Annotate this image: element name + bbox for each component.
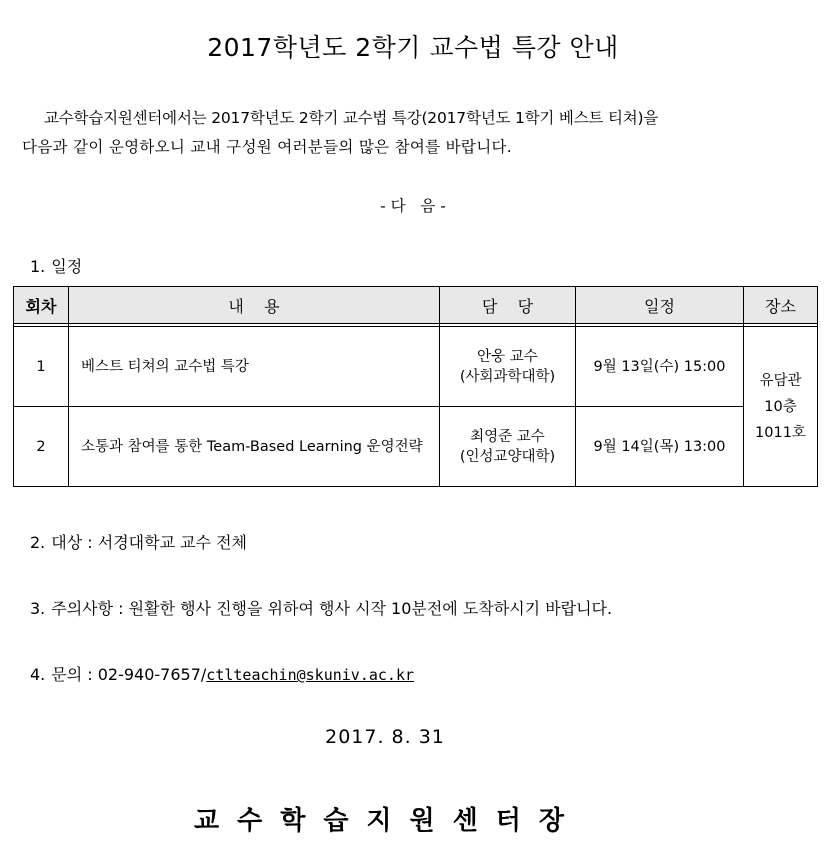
contact-email-link[interactable]: ctlteachin@skuniv.ac.kr (206, 666, 415, 684)
column-header-place: 장소 (744, 287, 818, 324)
intro-line-2: 다음과 같이 운영하오니 교내 구성원 여러분들의 많은 참여를 바랍니다. (22, 138, 512, 156)
section-label: 일정 (51, 257, 83, 276)
datetime-cell: 9월 13일(수) 15:00 (576, 327, 744, 407)
section-number: 1. (30, 257, 46, 276)
document-title: 2017학년도 2학기 교수법 특강 안내 (207, 33, 619, 62)
place-building: 유담관 (759, 372, 802, 389)
center-heading: - 다 음 - (380, 197, 446, 215)
notice-text: 주의사항 : 원활한 행사 진행을 위하여 행사 시작 10분전에 도착하시기 바랍니다. (51, 599, 613, 618)
content-cell: 베스트 티쳐의 교수법 특강 (69, 327, 440, 407)
lecturer-cell (440, 327, 576, 407)
place-cell (744, 327, 818, 487)
table-header-row (14, 287, 818, 324)
table-row (14, 327, 818, 407)
notice-section (30, 596, 612, 619)
lecturer-name: 안웅 교수 (477, 348, 538, 365)
target-section (30, 530, 247, 553)
intro-paragraph (22, 104, 822, 162)
lecturer-department: (인성교양대학) (459, 448, 556, 465)
issuer-signature: 교수학습지원센터장 (193, 806, 583, 836)
target-text: 대상 : 서경대학교 교수 전체 (51, 533, 248, 552)
schedule-section-heading (30, 254, 82, 277)
lecturer-name: 최영준 교수 (470, 428, 545, 445)
column-header-datetime: 일정 (576, 287, 744, 324)
column-header-session: 회차 (14, 287, 69, 324)
lecturer-department: (사회과학대학) (459, 368, 556, 385)
session-cell: 1 (14, 327, 69, 407)
intro-line-1: 교수학습지원센터에서는 2017학년도 2학기 교수법 특강(2017학년도 1학기 베스트 티쳐)을 (44, 109, 659, 127)
column-header-content: 내 용 (69, 287, 440, 324)
document-date: 2017. 8. 31 (325, 726, 445, 748)
place-room: 1011호 (755, 424, 806, 441)
schedule-table (13, 286, 818, 487)
section-number: 4. (30, 665, 46, 684)
table-row (14, 407, 818, 487)
content-cell: 소통과 참여를 통한 Team-Based Learning 운영전략 (69, 407, 440, 487)
datetime-cell: 9월 14일(목) 13:00 (576, 407, 744, 487)
lecturer-cell (440, 407, 576, 487)
session-cell: 2 (14, 407, 69, 487)
contact-label: 문의 : 02-940-7657/ (51, 665, 207, 684)
place-floor: 10층 (764, 398, 797, 415)
contact-section (30, 662, 414, 685)
column-header-lecturer: 담 당 (440, 287, 576, 324)
section-number: 2. (30, 533, 46, 552)
section-number: 3. (30, 599, 46, 618)
